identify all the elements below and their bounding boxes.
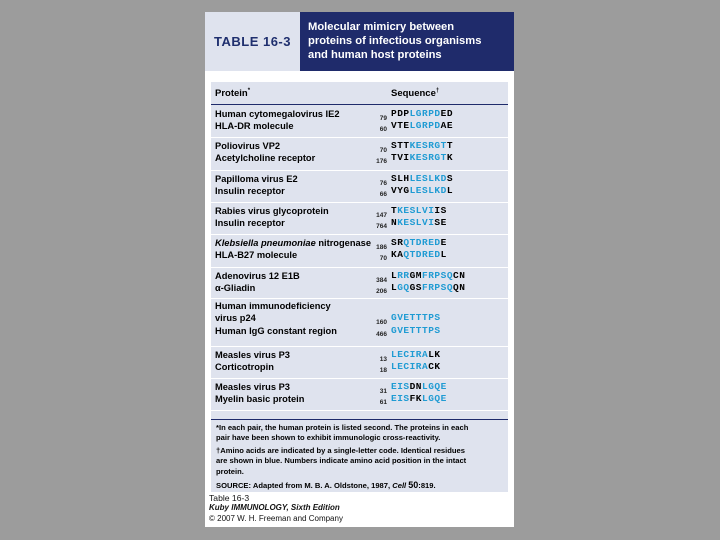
protein-pair-row (211, 137, 508, 171)
footnote-line: protein. (216, 466, 244, 476)
infectious-protein-name: Human cytomegalovirus IE2 (215, 109, 340, 119)
caption-table-number: Table 16-3 (209, 493, 250, 503)
residues: IS (434, 205, 447, 216)
identical-residues: LESLKD (409, 173, 447, 184)
protein-pair-row (211, 170, 508, 203)
amino-acid-position: 79 (379, 115, 387, 122)
footnote-line: are shown in blue. Numbers indicate amino acid position in the intact (216, 456, 467, 466)
human-protein-name: Insulin receptor (215, 186, 285, 196)
title-line: proteins of infectious organisms (308, 35, 482, 47)
source-text: SOURCE: Adapted from M. B. A. Oldstone, 1987, (216, 481, 393, 490)
identical-residues: LGRPD (409, 120, 441, 131)
infectious-protein-name: Human immunodeficiency (215, 301, 331, 311)
infectious-protein-name: Papilloma virus E2 (215, 174, 298, 184)
infectious-protein-name: Rabies virus glycoprotein (215, 206, 329, 216)
human-protein-name: Human IgG constant region (215, 326, 337, 336)
protein-pair-row (211, 234, 508, 268)
footnote-line: †Amino acids are indicated by a single-letter code. Identical residues (216, 446, 465, 455)
human-protein-name: α-Gliadin (215, 283, 256, 293)
infectious-protein-name: Poliovirus VP2 (215, 141, 281, 151)
residues: T (391, 205, 398, 216)
human-protein-name: Insulin receptor (215, 218, 285, 228)
amino-acid-position: 176 (376, 158, 387, 165)
amino-acid-position: 31 (379, 388, 387, 395)
residues: N (391, 217, 398, 228)
residues: PDP (391, 108, 410, 119)
amino-acid-position: 147 (376, 212, 387, 219)
source-pages: :819. (418, 481, 436, 490)
residues: STT (391, 140, 410, 151)
sequence-column-header (391, 88, 439, 99)
residues: L (391, 282, 398, 293)
column-header-row (211, 82, 508, 105)
caption-copyright: © 2007 W. H. Freeman and Company (209, 513, 343, 523)
source-journal: Cell (392, 481, 409, 490)
identical-residues: KESRGT (409, 152, 447, 163)
infectious-protein-name-cont: virus p24 (215, 313, 256, 323)
amino-acid-position: 61 (379, 399, 387, 406)
residues: L (391, 270, 398, 281)
human-sequence (391, 185, 453, 196)
residues: VYG (391, 185, 410, 196)
amino-acid-position: 66 (379, 191, 387, 198)
human-sequence (391, 217, 447, 228)
table-body (211, 82, 508, 419)
residues: ED (440, 108, 454, 119)
infectious-sequence (391, 237, 447, 248)
identical-residues: LGQE (422, 393, 447, 404)
residues: LK (428, 349, 441, 360)
identical-residues: EIS (391, 381, 410, 392)
identical-residues: KESRGT (409, 140, 447, 151)
caption-book-title: Kuby IMMUNOLOGY, Sixth Edition (209, 503, 340, 513)
residues: QN (453, 282, 466, 293)
amino-acid-position: 13 (379, 356, 387, 363)
table-banner (205, 12, 514, 71)
protein-header-mark: * (247, 88, 251, 94)
residues: SR (391, 237, 404, 248)
organism-name: Klebsiella pneumoniae (215, 238, 316, 248)
residues: AE (440, 120, 454, 131)
residues: T (446, 140, 454, 151)
human-sequence (391, 325, 441, 336)
residues: K (446, 152, 454, 163)
amino-acid-position: 764 (376, 223, 387, 230)
identical-residues: FRPSQ (422, 282, 454, 293)
residues: GM (409, 270, 423, 281)
figure-caption (209, 493, 509, 524)
footnote-line: pair have been shown to exhibit immunologic cross-reactivity. (216, 433, 441, 443)
human-sequence (391, 282, 465, 293)
identical-residues: GVETTTPS (391, 312, 441, 323)
identical-residues: KESLVI (397, 205, 435, 216)
amino-acid-position: 76 (379, 180, 387, 187)
residues: SLH (391, 173, 410, 184)
amino-acid-position: 70 (379, 255, 387, 262)
infectious-sequence (391, 270, 465, 281)
residues: TVI (391, 152, 410, 163)
infectious-sequence (391, 205, 447, 216)
human-sequence (391, 249, 447, 260)
residues: GS (409, 282, 423, 293)
human-protein-name: HLA-DR molecule (215, 121, 294, 131)
infectious-sequence (391, 173, 453, 184)
amino-acid-position: 466 (376, 331, 387, 338)
residues: FK (409, 393, 423, 404)
footnotes (211, 419, 508, 492)
footnote-line: *In each pair, the human protein is listed second. The proteins in each (216, 423, 469, 432)
table-number: TABLE 16-3 (205, 12, 300, 71)
infectious-protein-name: Adenovirus 12 E1B (215, 271, 300, 281)
source-note (216, 480, 506, 491)
infectious-sequence (391, 108, 453, 119)
residues: S (446, 173, 454, 184)
protein-header-label: Protein (215, 88, 248, 100)
human-protein-name: Acetylcholine receptor (215, 153, 316, 163)
infectious-protein-name (215, 238, 371, 248)
identical-residues: EIS (391, 393, 410, 404)
residues: E (440, 237, 447, 248)
protein-pair-row (211, 267, 508, 299)
protein-name-suffix: nitrogenase (315, 238, 372, 248)
identical-residues: RR (397, 270, 410, 281)
identical-residues: QTDRED (403, 249, 441, 260)
amino-acid-position: 18 (379, 367, 387, 374)
infectious-protein-name: Measles virus P3 (215, 382, 290, 392)
identical-residues: LECIRA (391, 361, 429, 372)
source-volume: 50 (408, 480, 419, 490)
protein-pair-row (211, 202, 508, 235)
table-title (300, 12, 514, 71)
identical-residues: KESLVI (397, 217, 435, 228)
human-sequence (391, 393, 447, 404)
human-protein-name: Corticotropin (215, 362, 274, 372)
infectious-sequence (391, 312, 441, 323)
infectious-sequence (391, 140, 453, 151)
residues: CN (453, 270, 466, 281)
identical-residues: FRPSQ (422, 270, 454, 281)
residues: CK (428, 361, 441, 372)
human-sequence (391, 361, 441, 372)
residues: DN (409, 381, 423, 392)
residues: VTE (391, 120, 410, 131)
amino-acid-position: 60 (379, 126, 387, 133)
infectious-sequence (391, 349, 441, 360)
protein-pair-row (211, 378, 508, 411)
residues: L (440, 249, 447, 260)
human-sequence (391, 120, 453, 131)
residues: SE (434, 217, 447, 228)
identical-residues: LGQE (422, 381, 447, 392)
amino-acid-position: 70 (379, 147, 387, 154)
protein-pair-row (211, 105, 508, 138)
amino-acid-position: 384 (376, 277, 387, 284)
residues: KA (391, 249, 404, 260)
sequence-header-mark: † (435, 88, 440, 94)
title-line: and human host proteins (308, 49, 442, 61)
identical-residues: LECIRA (391, 349, 429, 360)
amino-acid-position: 160 (376, 319, 387, 326)
protein-column-header (215, 88, 250, 99)
residues: L (446, 185, 454, 196)
footnote-1 (216, 423, 506, 444)
identical-residues: LESLKD (409, 185, 447, 196)
footnote-2 (216, 446, 506, 477)
human-protein-name: HLA-B27 molecule (215, 250, 298, 260)
amino-acid-position: 186 (376, 244, 387, 251)
identical-residues: GQ (397, 282, 410, 293)
protein-pair-row (211, 346, 508, 379)
infectious-sequence (391, 381, 447, 392)
protein-pair-row (211, 298, 508, 347)
human-protein-name: Myelin basic protein (215, 394, 305, 404)
identical-residues: GVETTTPS (391, 325, 441, 336)
table-card (205, 12, 514, 527)
identical-residues: QTDRED (403, 237, 441, 248)
title-line: Molecular mimicry between (308, 21, 455, 33)
sequence-header-label: Sequence (391, 88, 436, 100)
identical-residues: LGRPD (409, 108, 441, 119)
amino-acid-position: 206 (376, 288, 387, 295)
infectious-protein-name: Measles virus P3 (215, 350, 290, 360)
human-sequence (391, 152, 453, 163)
